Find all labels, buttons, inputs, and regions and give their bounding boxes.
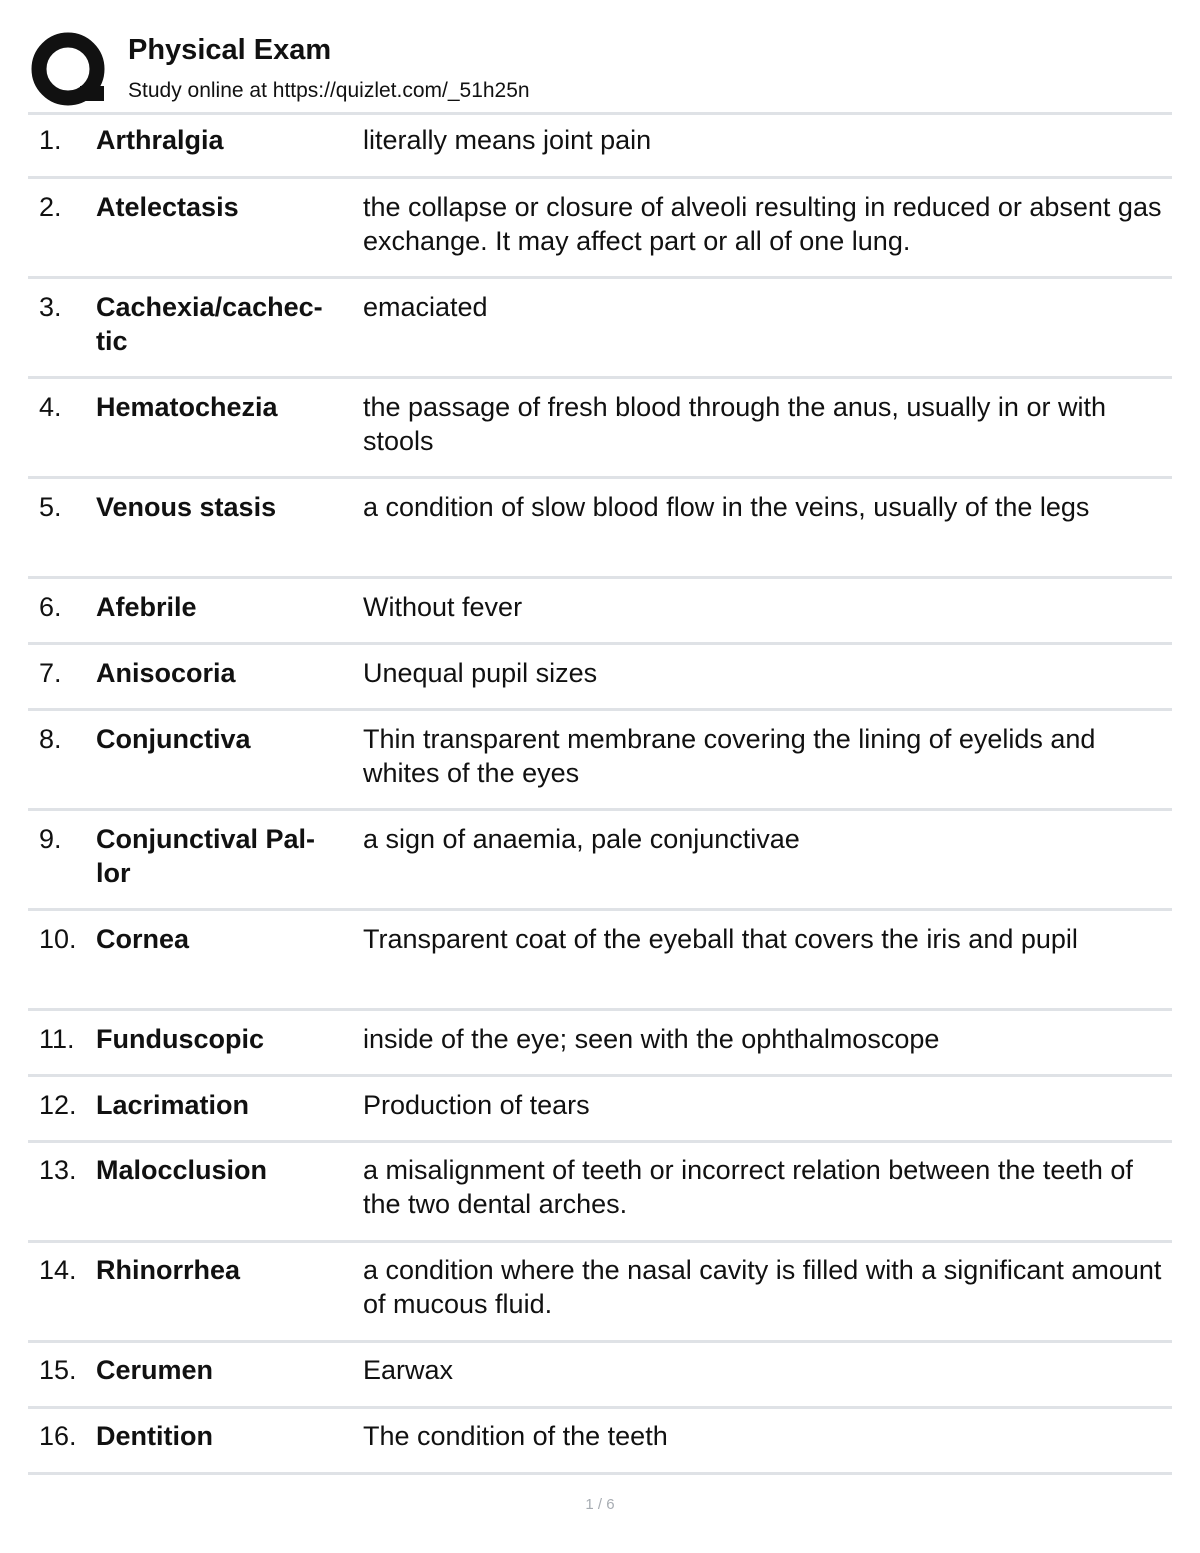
card-number: 8. [39, 724, 62, 754]
card-definition: a condition where the nasal cavity is filled with a significant amount of mucous fluid. [363, 1255, 1162, 1319]
card-term: Dentition [96, 1421, 213, 1451]
divider [28, 476, 1172, 479]
card-term: Cornea [96, 924, 190, 954]
divider [28, 176, 1172, 179]
card-number: 11. [39, 1024, 75, 1054]
card-term: Hematochezia [96, 392, 278, 422]
card-definition: literally means joint pain [363, 125, 652, 155]
card-definition: a sign of anaemia, pale conjunctivae [363, 824, 800, 854]
card-number: 10. [39, 924, 77, 954]
card-definition: Transparent coat of the eyeball that covers the iris and pupil [363, 924, 1078, 954]
card-number: 16. [39, 1421, 77, 1451]
divider [28, 1472, 1172, 1475]
card-term: Rhinorrhea [96, 1255, 241, 1285]
divider [28, 708, 1172, 711]
divider [28, 1008, 1172, 1011]
card-number: 3. [39, 292, 62, 322]
divider [28, 1340, 1172, 1343]
card-term: Atelectasis [96, 192, 239, 222]
card-term: Cachexia/cachec- tic [96, 292, 323, 356]
card-term: Conjunctival Pal- lor [96, 824, 316, 888]
card-number: 9. [39, 824, 62, 854]
study-online-link[interactable]: Study online at https://quizlet.com/_51h25n [128, 79, 530, 102]
divider [28, 376, 1172, 379]
card-term: Funduscopic [96, 1024, 264, 1054]
card-definition: a misalignment of teeth or incorrect relation between the teeth of the two dental arches. [363, 1155, 1133, 1219]
card-definition: Unequal pupil sizes [363, 658, 598, 688]
divider [28, 112, 1172, 115]
card-term: Cerumen [96, 1355, 214, 1385]
page-header [30, 30, 1172, 112]
card-definition: Thin transparent membrane covering the lining of eyelids and whites of the eyes [363, 724, 1096, 788]
card-term: Conjunctiva [96, 724, 251, 754]
card-number: 12. [39, 1090, 77, 1120]
card-number: 14. [39, 1255, 77, 1285]
divider [28, 1240, 1172, 1243]
card-definition: Without fever [363, 592, 523, 622]
card-definition: emaciated [363, 292, 488, 322]
card-term: Lacrimation [96, 1090, 250, 1120]
divider [28, 1140, 1172, 1143]
divider [28, 1406, 1172, 1409]
card-number: 5. [39, 492, 62, 522]
card-definition: inside of the eye; seen with the ophthalmoscope [363, 1024, 940, 1054]
card-definition: Production of tears [363, 1090, 590, 1120]
card-term: Afebrile [96, 592, 197, 622]
page-title: Physical Exam [128, 34, 332, 66]
card-definition: the passage of fresh blood through the anus, usually in or with stools [363, 392, 1106, 456]
card-number: 4. [39, 392, 62, 422]
divider [28, 908, 1172, 911]
card-definition: the collapse or closure of alveoli resulting in reduced or absent gas exchange. It may affect part or all of one lung. [363, 192, 1162, 256]
divider [28, 808, 1172, 811]
card-number: 7. [39, 658, 62, 688]
divider [28, 276, 1172, 279]
card-term: Venous stasis [96, 492, 277, 522]
card-number: 15. [39, 1355, 77, 1385]
page-indicator: 1 / 6 [585, 1496, 615, 1513]
card-definition: The condition of the teeth [363, 1421, 668, 1451]
divider [28, 576, 1172, 579]
divider [28, 1074, 1172, 1077]
card-term: Arthralgia [96, 125, 224, 155]
quizlet-logo-icon [30, 32, 106, 108]
card-number: 6. [39, 592, 62, 622]
divider [28, 642, 1172, 645]
card-term: Anisocoria [96, 658, 236, 688]
card-definition: Earwax [363, 1355, 454, 1385]
card-term: Malocclusion [96, 1155, 268, 1185]
card-number: 1. [39, 125, 62, 155]
card-number: 2. [39, 192, 62, 222]
card-number: 13. [39, 1155, 77, 1185]
card-definition: a condition of slow blood flow in the veins, usually of the legs [363, 492, 1090, 522]
